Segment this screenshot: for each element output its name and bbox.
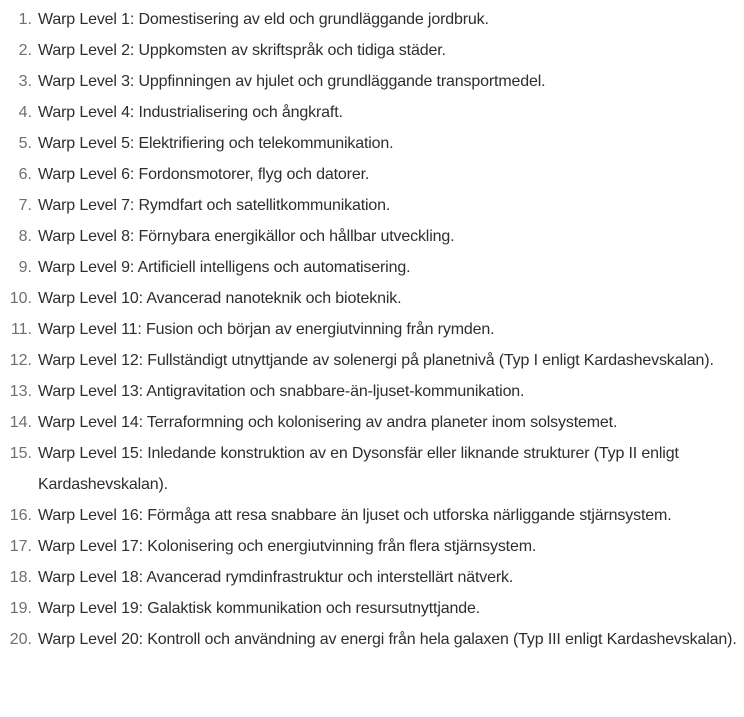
list-item-number: 13.	[9, 383, 32, 400]
list-item-text: Warp Level 10: Avancerad nanoteknik och bioteknik.	[38, 290, 402, 307]
list-item-number: 7.	[18, 197, 32, 214]
list-item	[0, 190, 744, 221]
list-item	[0, 283, 744, 314]
list-item-number: 10.	[9, 290, 32, 307]
list-item-text: Warp Level 14: Terraformning och kolonisering av andra planeter inom solsystemet.	[38, 414, 618, 431]
list-item	[0, 562, 744, 593]
list-item	[0, 128, 744, 159]
list-item-text: Warp Level 18: Avancerad rymdinfrastruktur och interstellärt nätverk.	[38, 569, 514, 586]
list-item-text: Warp Level 17: Kolonisering och energiutvinning från flera stjärnsystem.	[38, 538, 537, 555]
list-item-number: 3.	[18, 73, 32, 90]
list-item-number: 4.	[18, 104, 32, 121]
list-item-number: 16.	[9, 507, 32, 524]
list-item-text: Warp Level 6: Fordonsmotorer, flyg och datorer.	[38, 166, 370, 183]
list-item-text: Warp Level 5: Elektrifiering och telekommunikation.	[38, 135, 394, 152]
list-item-text: Warp Level 3: Uppfinningen av hjulet och grundläggande transportmedel.	[38, 73, 546, 90]
list-item-number: 20.	[9, 631, 32, 648]
list-item	[0, 376, 744, 407]
list-item	[0, 66, 744, 97]
list-item-text: Warp Level 16: Förmåga att resa snabbare än ljuset och utforska närliggande stjärnsystem.	[38, 507, 672, 524]
list-item-text: Warp Level 13: Antigravitation och snabbare-än-ljuset-kommunikation.	[38, 383, 525, 400]
list-item	[0, 531, 744, 562]
list-item-text: Warp Level 8: Förnybara energikällor och hållbar utveckling.	[38, 228, 455, 245]
list-item	[0, 345, 744, 376]
list-item-number: 6.	[18, 166, 32, 183]
list-item	[0, 624, 744, 655]
list-item-text: Warp Level 20: Kontroll och användning av energi från hela galaxen (Typ III enligt Kardashevskalan).	[38, 631, 737, 648]
list-item-number: 19.	[9, 600, 32, 617]
list-item-number: 15.	[9, 445, 32, 462]
list-item	[0, 314, 744, 345]
list-item-number: 17.	[9, 538, 32, 555]
list-item-text: Warp Level 12: Fullständigt utnyttjande av solenergi på planetnivå (Typ I enligt Kardashevskalan).	[38, 352, 714, 369]
list-item-number: 18.	[9, 569, 32, 586]
list-item-number: 14.	[9, 414, 32, 431]
list-item-number: 11.	[10, 321, 32, 338]
list-item-number: 2.	[18, 42, 32, 59]
list-item	[0, 407, 744, 438]
list-item	[0, 593, 744, 624]
list-item-text: Warp Level 9: Artificiell intelligens och automatisering.	[38, 259, 411, 276]
list-item-number: 5.	[18, 135, 32, 152]
list-item	[0, 252, 744, 283]
list-item	[0, 159, 744, 190]
warp-level-list	[0, 4, 744, 655]
list-item-number: 9.	[18, 259, 32, 276]
list-item	[0, 438, 744, 500]
list-item	[0, 4, 744, 35]
list-item-text: Warp Level 19: Galaktisk kommunikation och resursutnyttjande.	[38, 600, 481, 617]
list-item-text: Warp Level 7: Rymdfart och satellitkommunikation.	[38, 197, 391, 214]
list-item-text: Warp Level 11: Fusion och början av energiutvinning från rymden.	[38, 321, 495, 338]
list-item	[0, 500, 744, 531]
list-item-text: Warp Level 15: Inledande konstruktion av en Dysonsfär eller liknande strukturer (Typ II enligt Kardashevskalan).	[38, 445, 679, 493]
list-item	[0, 35, 744, 66]
list-item-number: 8.	[18, 228, 32, 245]
list-item-number: 1.	[18, 11, 32, 28]
list-item-text: Warp Level 4: Industrialisering och ångkraft.	[38, 104, 343, 121]
list-item	[0, 97, 744, 128]
list-item-text: Warp Level 2: Uppkomsten av skriftspråk och tidiga städer.	[38, 42, 446, 59]
list-item-number: 12.	[9, 352, 32, 369]
list-item-text: Warp Level 1: Domestisering av eld och grundläggande jordbruk.	[38, 11, 489, 28]
list-item	[0, 221, 744, 252]
